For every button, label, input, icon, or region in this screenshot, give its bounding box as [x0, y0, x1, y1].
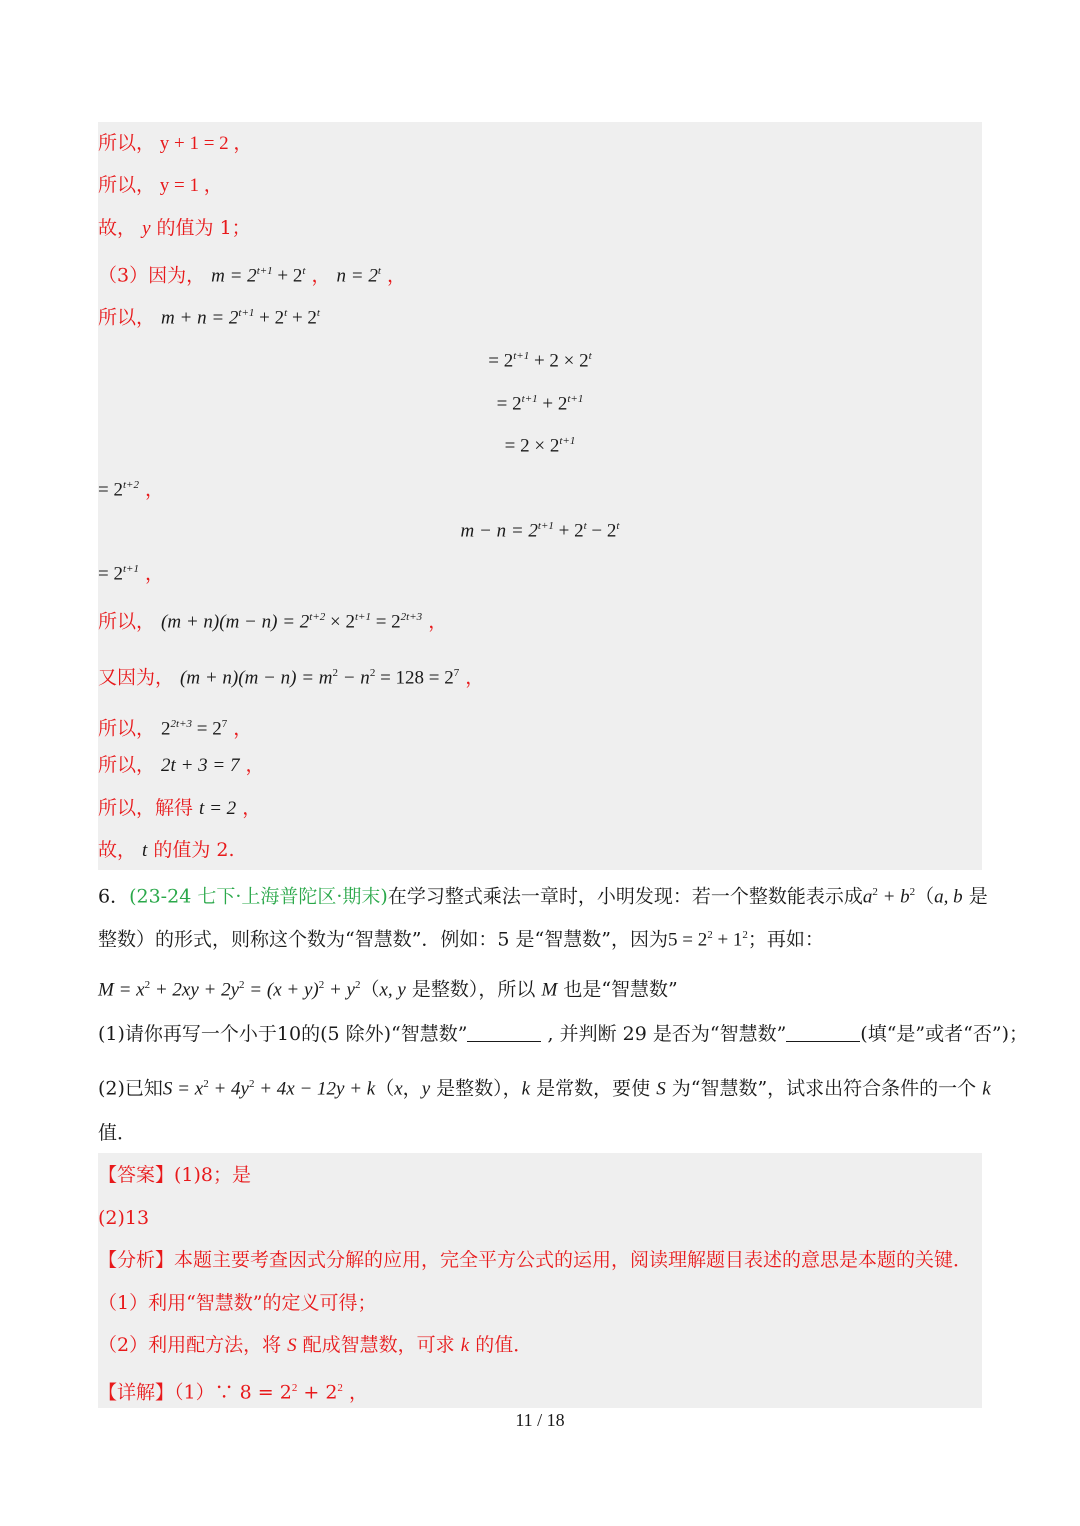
math: S = x	[162, 1078, 204, 1100]
text: 本题主要考查因式分解的应用，完全平方公式的运用，阅读理解题目表述的意思是本题的关键．	[174, 1249, 973, 1271]
sup: 2	[707, 929, 713, 941]
math: m + n = 2	[161, 307, 239, 329]
solution-line-5	[98, 300, 320, 331]
text: 是常数，要使	[530, 1077, 657, 1100]
sup: t	[616, 520, 620, 532]
math: + 2	[537, 393, 568, 415]
text: ，	[422, 610, 448, 633]
math: = 2 × 2	[504, 435, 560, 457]
text: 配成智慧数，可求	[296, 1334, 461, 1356]
text: 所以，	[98, 306, 162, 329]
text: ，	[227, 717, 253, 740]
sup: 2	[354, 979, 361, 991]
question-6-line-4	[98, 1021, 1028, 1047]
text: （	[360, 978, 380, 1001]
text: （3）因为，	[98, 264, 212, 287]
text: （	[375, 1077, 395, 1100]
math: （1）∵ 8 = 2	[174, 1381, 292, 1404]
text: 为“智慧数”，试求出符合条件的一个	[665, 1077, 983, 1100]
math: = 2	[370, 611, 401, 633]
sup: 2	[248, 1078, 255, 1090]
math: x, y	[379, 979, 406, 1001]
text: 的值为 2.	[147, 839, 235, 861]
math: a, b	[934, 886, 963, 908]
question-6-line-6	[98, 1120, 136, 1146]
math: + 4y	[208, 1078, 249, 1100]
math: + 2	[272, 265, 303, 287]
text: 的值．	[469, 1334, 533, 1356]
math: m = 2	[211, 265, 257, 287]
math: + 2	[254, 307, 285, 329]
text: 值．	[98, 1122, 137, 1144]
math: + 4x − 12y + k	[254, 1078, 376, 1100]
text: 的值为 1；	[150, 217, 251, 239]
math-var: S	[656, 1078, 666, 1100]
text: （1）利用“智慧数”的定义可得；	[98, 1292, 377, 1314]
solution-line-14	[98, 711, 252, 742]
answer-blank-2[interactable]	[786, 1023, 860, 1042]
analysis-label: 【分析】	[98, 1249, 175, 1271]
math: = 128 = 2	[375, 667, 454, 689]
sup: 7	[221, 718, 228, 730]
solution-line-12	[98, 604, 447, 635]
math: M = x	[98, 979, 145, 1001]
math-var: y	[421, 1078, 431, 1100]
question-6-line-3	[98, 972, 678, 1003]
detail-label: 【详解】	[98, 1381, 175, 1404]
sup: t	[302, 265, 306, 277]
text: 是整数），	[430, 1077, 522, 1100]
text: , 并判断 29 是否为“智慧数”	[541, 1023, 787, 1045]
math: = 2	[192, 718, 222, 740]
sup: 2	[291, 1382, 298, 1394]
text: 所以，	[98, 754, 162, 776]
question-number: 6．	[98, 885, 130, 908]
sup: t+1	[559, 435, 576, 447]
question-6-line-2	[98, 922, 824, 953]
text: 在学习整式乘法一章时，小明发现：若一个整数能表示成	[387, 885, 863, 908]
question-source: (23-24 七下·上海普陀区·期末)	[129, 885, 388, 908]
solution-line-4	[98, 258, 406, 289]
sup: 2t+3	[170, 718, 193, 730]
text: (2)已知	[98, 1077, 163, 1100]
text: (填“是”或者“否”)；	[860, 1023, 1028, 1045]
analysis-step-1	[98, 1290, 377, 1316]
text: 所以，	[98, 717, 162, 740]
text: ，	[402, 1077, 422, 1100]
math: = 2	[98, 563, 123, 585]
math: 5 = 2	[667, 929, 708, 951]
answer-line-2	[98, 1205, 149, 1231]
text: ，	[342, 1381, 368, 1404]
math: (m + n)(m − n) = 2	[161, 611, 310, 633]
solution-line-15	[98, 752, 265, 779]
sup: 2	[872, 886, 878, 898]
math: + b	[877, 886, 910, 908]
math-var: k	[521, 1078, 531, 1100]
sup: 2	[337, 1382, 343, 1394]
math: = (x + y)	[244, 979, 319, 1001]
sup: t+1	[537, 520, 554, 532]
text: （2）利用配方法，将	[98, 1334, 288, 1356]
math: − 2	[586, 520, 617, 542]
text: ，	[138, 478, 164, 501]
sup: 2	[144, 979, 151, 991]
sup: t+2	[309, 611, 326, 623]
sup: 2	[369, 667, 376, 679]
sup: t	[284, 307, 288, 319]
text: ，	[305, 264, 337, 287]
math-var: k	[982, 1078, 991, 1100]
text: 也是“智慧数”	[557, 978, 678, 1001]
sup: 2	[318, 979, 325, 991]
math: m − n = 2	[460, 520, 538, 542]
answer-line-1	[98, 1162, 251, 1188]
text: 又因为，	[98, 666, 181, 689]
math: 2t + 3 = 7	[161, 755, 240, 776]
text: (1)请你再写一个小于10的(5 除外)“智慧数”	[98, 1023, 468, 1045]
sup: 2	[239, 979, 245, 991]
math: + 1	[712, 929, 743, 951]
text: 所以，	[98, 610, 162, 633]
analysis-line	[98, 1247, 972, 1273]
text: 是整数），所以	[405, 978, 542, 1001]
math-var: t	[142, 840, 148, 861]
math: n = 2	[336, 265, 378, 287]
math: + 2	[297, 1381, 338, 1404]
sup: 7	[453, 667, 460, 679]
sup: t+1	[513, 350, 530, 362]
answer-blank-1[interactable]	[467, 1023, 541, 1042]
question-6-line-5	[98, 1071, 991, 1102]
solution-line-13	[98, 660, 484, 691]
math: − n	[337, 667, 370, 689]
math: = 2	[98, 479, 123, 501]
sup: t+1	[521, 393, 538, 405]
text: ，	[459, 666, 485, 689]
text: 所以，解得	[98, 797, 200, 819]
sup: t	[377, 265, 381, 277]
text: 故，	[98, 217, 137, 239]
math: × 2	[325, 611, 355, 633]
text: 所以， y + 1 = 2 ，	[98, 133, 253, 154]
math: a	[862, 886, 873, 908]
math: + 2	[553, 520, 584, 542]
sup: t	[588, 350, 592, 362]
question-6-line-1	[98, 879, 988, 910]
math: + 2xy + 2y	[150, 979, 240, 1001]
math: (m + n)(m − n) = m	[180, 667, 333, 689]
analysis-step-2	[98, 1332, 532, 1359]
sup: t+1	[122, 563, 139, 575]
math-var: k	[460, 1335, 470, 1356]
text: ，	[239, 754, 265, 776]
text: (2)13	[98, 1207, 150, 1229]
math: + 2 × 2	[529, 350, 589, 372]
text: （	[915, 885, 935, 908]
sup: 2	[332, 667, 338, 679]
solution-line-6	[0, 343, 1080, 374]
solution-line-3	[98, 215, 251, 242]
sup: t	[316, 307, 320, 319]
math-var: y	[142, 218, 151, 239]
math: = 2	[496, 393, 522, 415]
text: ，	[380, 264, 406, 287]
math-var: M	[541, 979, 558, 1001]
text: 所以， y = 1 ，	[98, 175, 223, 196]
math: + y	[324, 979, 355, 1001]
sup: t+1	[567, 393, 584, 405]
sup: 2	[909, 886, 916, 898]
sup: t+2	[122, 479, 139, 491]
math: t = 2	[199, 798, 237, 819]
math-var: x	[394, 1078, 403, 1100]
solution-line-16	[98, 795, 261, 822]
math: 2	[161, 718, 171, 740]
solution-line-8	[0, 428, 1080, 459]
sup: 2	[203, 1078, 209, 1090]
solution-line-17	[98, 837, 235, 864]
text: ，	[138, 562, 164, 585]
sup: t+1	[354, 611, 371, 623]
page-number: 11 / 18	[515, 1410, 565, 1430]
sup: 2t+3	[400, 611, 423, 623]
math-var: S	[287, 1335, 297, 1356]
text: (1)8；是	[174, 1164, 252, 1186]
detail-line	[98, 1375, 368, 1405]
solution-line-11	[98, 556, 164, 587]
text: 是	[962, 885, 988, 908]
solution-line-9	[98, 472, 164, 503]
sup: 2	[742, 929, 748, 941]
sup: t+1	[256, 265, 273, 277]
answer-label: 【答案】	[98, 1164, 175, 1186]
solution-line-1	[98, 130, 252, 157]
sup: t	[583, 520, 587, 532]
text: ，	[236, 797, 262, 819]
solution-line-2	[98, 172, 223, 199]
math: = 2	[488, 350, 514, 372]
sup: t+1	[238, 307, 255, 319]
text: 整数）的形式，则称这个数为“智慧数”．例如：5 是“智慧数”，因为	[98, 928, 668, 951]
answer-shaded-block	[98, 1153, 982, 1408]
solution-line-7	[0, 386, 1080, 417]
text: 故，	[98, 839, 143, 861]
solution-line-10	[0, 513, 1080, 544]
text: ；再如：	[747, 928, 824, 951]
math: + 2	[287, 307, 317, 329]
